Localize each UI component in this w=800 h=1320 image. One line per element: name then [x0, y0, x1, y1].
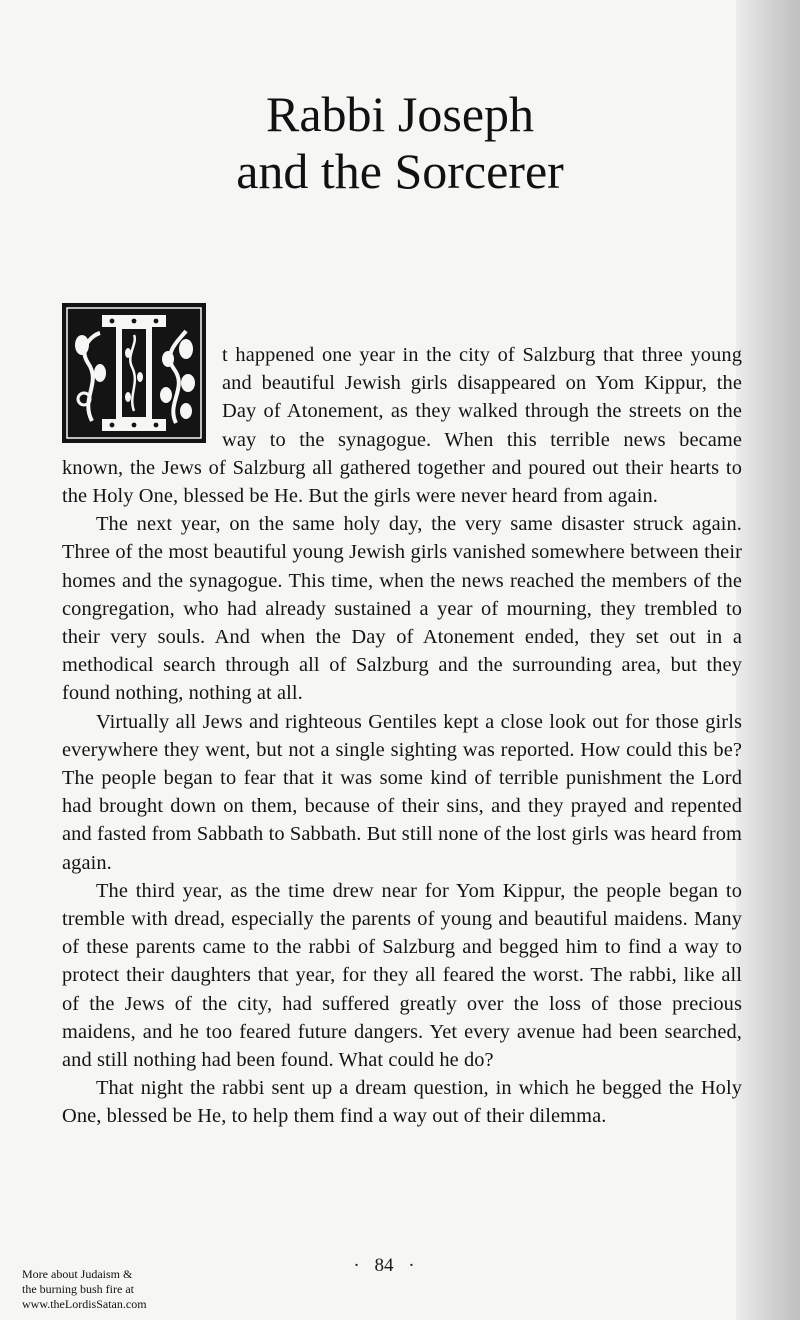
paragraph-1	[62, 341, 742, 510]
footer-note-url: www.theLordisSatan.com	[22, 1297, 147, 1311]
paragraph-4: The third year, as the time drew near for Yom Kippur, the people began to tremble with dread, especially the parents of young and beautiful maidens. Many of these parents came to the rabbi of Salzburg and begged him to find a way to protect their daughters that year, for they all feared the worst. The rabbi, like all of the Jews of the city, had suffered greatly over the loss of those precious maidens, and he too feared future dangers. Yet every avenue had been searched, and still nothing had been found. What could he do?	[62, 879, 742, 1072]
paragraph-5: That night the rabbi sent up a dream question, in which he begged the Holy One, blessed be He, to help them find a way out of their dilemma.	[62, 1077, 742, 1128]
paragraph-3: Virtually all Jews and righteous Gentiles kept a close look out for those girls everywhere they went, but not a single sighting was reported. How could this be? The people began to fear that it was some kind of terrible punishment the Lord had brought down on them, because of their sins, and they prayed and repented and fasted from Sabbath to Sabbath. But still none of the lost girls was heard from again.	[62, 710, 742, 874]
ornamental-dropcap-icon	[62, 303, 206, 443]
footer-watermark-note	[22, 1267, 212, 1312]
chapter-title-line-1: Rabbi Joseph	[265, 86, 535, 142]
paragraph-2: The next year, on the same holy day, the very same disaster struck again. Three of the most beautiful young Jewish girls vanished somewhere between their homes and the synagogue. This time, when the news reached the members of the congregation, who had already sustained a year of mourning, they trembled to their very souls. And when the Day of Atonement ended, they set out in a methodical search through all of Salzburg and the surrounding area, but they found nothing, nothing at all.	[62, 513, 742, 705]
paragraph-1-text: t happened one year in the city of Salzburg that three young and beautiful Jewish girls disappeared on Yom Kippur, the Day of Atonement, as they walked through the streets on the way to the synagogue. When this terrible news became known, the Jews of Salzburg all gathered together and poured out their hearts to the Holy One, blessed be He. But the girls were never heard from again.	[62, 344, 742, 508]
chapter-title-line-2: and the Sorcerer	[236, 143, 564, 199]
page-number: · 84 ·	[353, 1255, 415, 1276]
chapter-title	[0, 86, 800, 200]
footer-note-line-2: the burning bush fire at	[22, 1282, 134, 1296]
chapter-body	[62, 341, 742, 1131]
footer-note-line-1: More about Judaism &	[22, 1267, 133, 1281]
